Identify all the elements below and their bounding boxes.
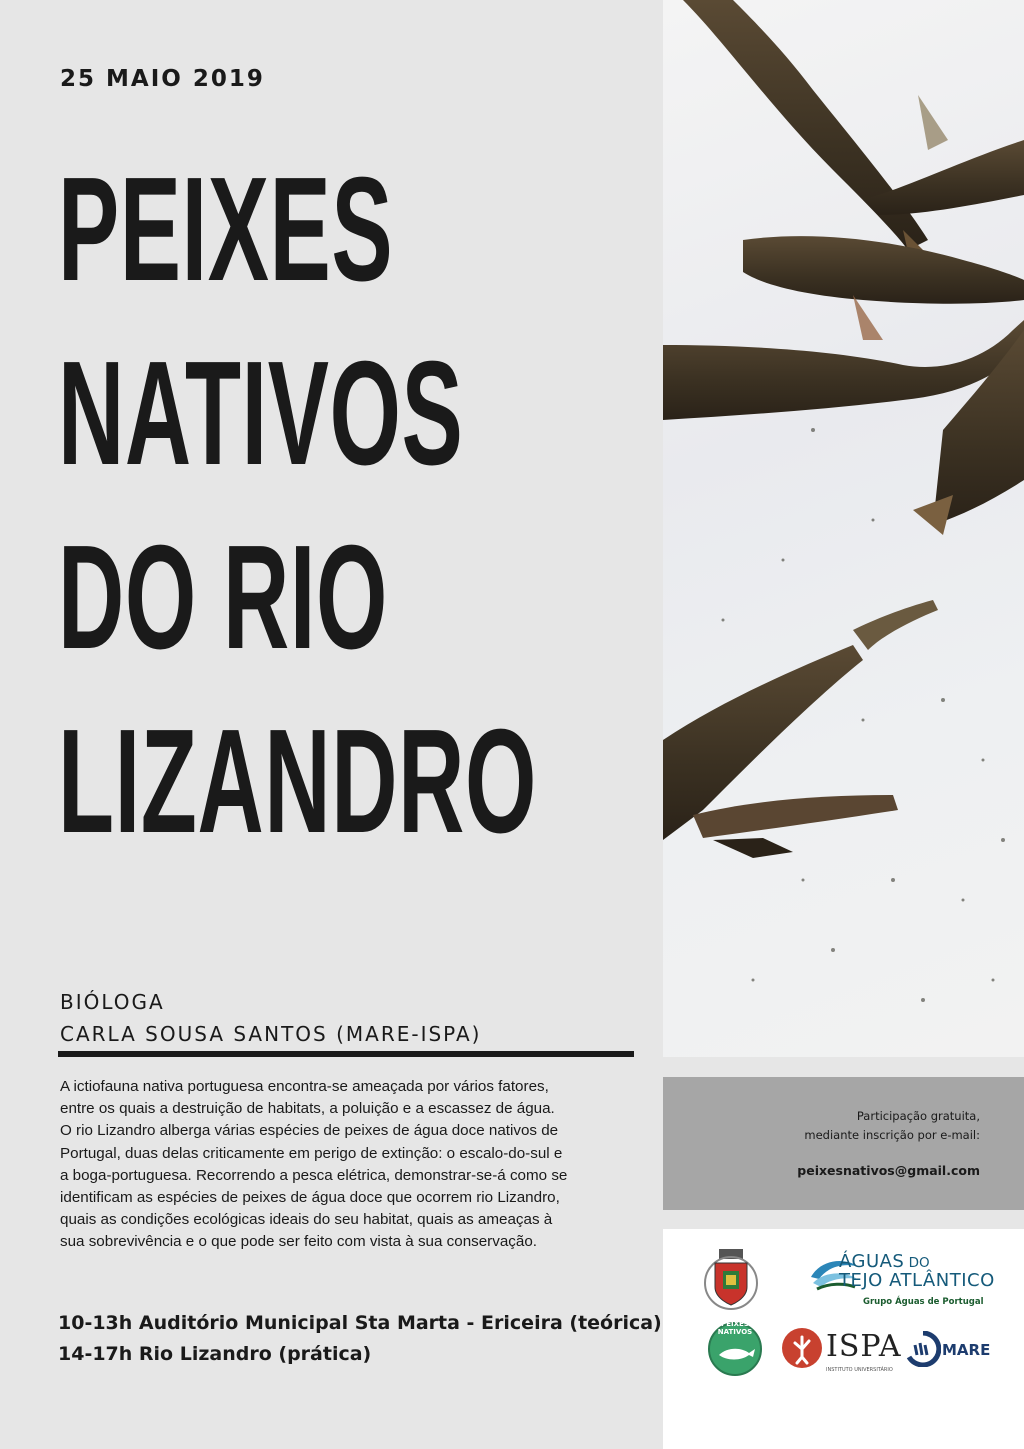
aguas-tejo: TEJO ATLÂNTICO bbox=[839, 1270, 995, 1291]
title-line: NATIVOS bbox=[58, 331, 464, 496]
aguas-word: ÁGUAS bbox=[839, 1251, 905, 1272]
title-line: PEIXES bbox=[58, 147, 394, 312]
description-line: entre os quais a destruição de habitats, a poluição e a escassez de água. bbox=[60, 1100, 555, 1118]
description-line: A ictiofauna nativa portuguesa encontra-se ameaçada por vários fatores, bbox=[60, 1078, 549, 1095]
sponsor-logos bbox=[663, 1229, 1024, 1449]
divider bbox=[58, 1051, 634, 1057]
ispa-figure-icon bbox=[781, 1327, 823, 1369]
description-line: identificam as espécies de peixes de água doce que ocorrem rio Lizandro, bbox=[60, 1189, 560, 1207]
participation-line: mediante inscrição por e-mail: bbox=[804, 1128, 980, 1142]
schedule-morning: 10-13h Auditório Municipal Sta Marta - Ericeira (teórica) bbox=[58, 1312, 662, 1334]
description-line: O rio Lizandro alberga várias espécies de peixes de água doce nativos de bbox=[60, 1122, 559, 1140]
mare-name: MARE bbox=[942, 1341, 991, 1359]
aguas-do: DO bbox=[904, 1255, 930, 1271]
contact-email[interactable]: peixesnativos@gmail.com bbox=[797, 1163, 980, 1178]
fish-photo bbox=[663, 0, 1024, 1057]
description-line: a boga-portuguesa. Recorrendo a pesca elétrica, demonstrar-se-á como se bbox=[60, 1166, 568, 1184]
poster-title bbox=[58, 138, 658, 874]
participation-box bbox=[663, 1077, 1024, 1210]
title-line: DO RIO bbox=[58, 515, 388, 680]
speaker-name: CARLA SOUSA SANTOS (MARE-ISPA) bbox=[60, 1022, 482, 1046]
peixes-badge-label: PEIXES NATIVOS bbox=[717, 1320, 753, 1336]
ispa-name: ISPA bbox=[826, 1329, 902, 1364]
description-line: quais as condições ecológicas ideais do seu habitat, quais as ameaças à bbox=[60, 1211, 553, 1229]
title-line: LIZANDRO bbox=[58, 699, 537, 864]
speaker bbox=[60, 986, 481, 1050]
schedule-afternoon: 14-17h Rio Lizandro (prática) bbox=[58, 1343, 372, 1365]
ispa-subtitle: INSTITUTO UNIVERSITÁRIO bbox=[826, 1367, 893, 1373]
description-line: Portugal, duas delas criticamente em perigo de extinção: o escalo-do-sul e bbox=[60, 1144, 563, 1162]
participation-line: Participação gratuita, bbox=[856, 1109, 980, 1123]
speaker-role: BIÓLOGA bbox=[60, 990, 165, 1014]
mare-icon bbox=[905, 1331, 941, 1367]
event-date: 25 MAIO 2019 bbox=[60, 66, 265, 92]
aguas-name bbox=[839, 1253, 995, 1291]
fish-illustration bbox=[663, 0, 1024, 1057]
description bbox=[60, 1076, 600, 1254]
description-line: sua sobrevivência e o que pode ser feito com vista à sua conservação. bbox=[60, 1233, 537, 1251]
aguas-group: Grupo Águas de Portugal bbox=[863, 1297, 984, 1307]
municipal-crest-icon bbox=[699, 1247, 763, 1313]
participation-text bbox=[804, 1107, 980, 1145]
